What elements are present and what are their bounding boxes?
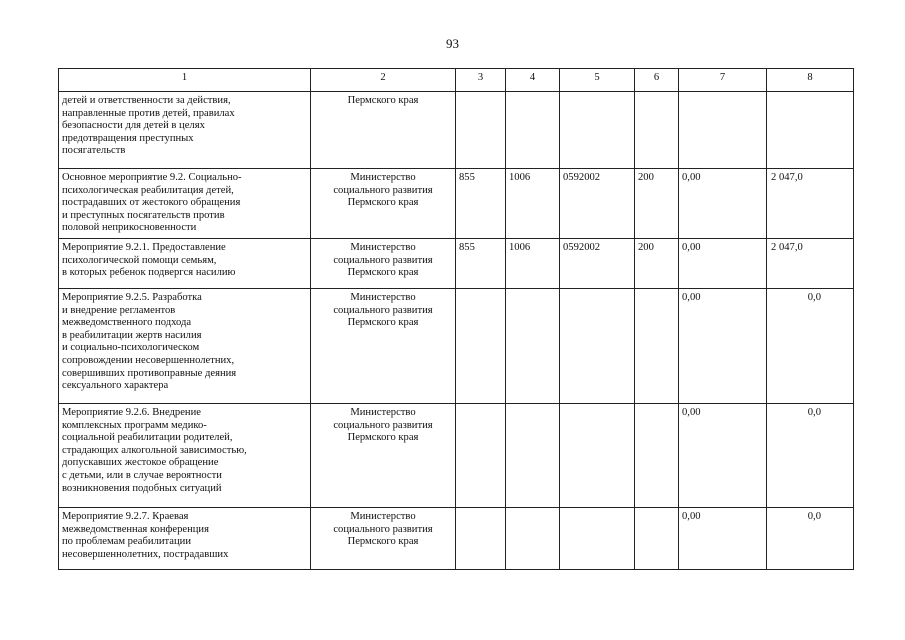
activity-name-cell-line: безопасности для детей в целях (62, 120, 205, 132)
column-header-4: 4 (506, 69, 560, 92)
activity-name-cell-line: Основное мероприятие 9.2. Социально- (62, 172, 242, 183)
code-cell-col3 (456, 404, 506, 508)
amount-cell-col7: 0,00 (679, 289, 767, 404)
code-cell-col4 (506, 508, 560, 570)
activity-name-cell-line: направленные против детей, правилах (62, 107, 235, 119)
activity-name-cell-line: Мероприятие 9.2.6. Внедрение (62, 407, 201, 418)
code-cell-col6: 200 (635, 169, 679, 239)
activity-name-cell-line: и социально-психологическом (62, 342, 200, 354)
amount-cell-col7 (679, 92, 767, 169)
executor-cell-line: социального развития (333, 419, 433, 431)
page-number: 93 (446, 36, 459, 51)
code-cell-col6 (635, 508, 679, 570)
activity-name-cell-line: межведомственного подхода (62, 317, 192, 329)
table-row (59, 169, 854, 239)
column-header-3: 3 (456, 69, 506, 92)
activity-name-cell-line: в реабилитации жертв насилия (62, 329, 202, 341)
amount-cell-col7: 0,00 (679, 508, 767, 570)
code-cell-col5: 0592002 (560, 239, 635, 289)
activity-name-cell (59, 404, 311, 508)
activity-name-cell-line: в которых ребенок подвергся насилию (62, 267, 236, 279)
code-cell-col4 (506, 404, 560, 508)
amount-cell-col8: 2 047,0 (767, 169, 854, 239)
executor-cell-line: социального развития (333, 254, 433, 266)
column-header-6: 6 (635, 69, 679, 92)
activity-name-cell-line: страдающих алкогольной зависимостью, (62, 444, 247, 456)
amount-cell-col8: 0,0 (767, 508, 854, 570)
table-row (59, 508, 854, 570)
activity-name-cell-line: несовершеннолетних, пострадавших (62, 548, 229, 560)
executor-cell-line: Пермского края (347, 267, 419, 279)
activity-name-cell-line: Мероприятие 9.2.7. Краевая (62, 511, 189, 522)
column-header-5: 5 (560, 69, 635, 92)
executor-cell (311, 508, 456, 570)
executor-cell (311, 239, 456, 289)
code-cell-col6 (635, 404, 679, 508)
activity-name-cell (59, 239, 311, 289)
executor-cell-line: социального развития (333, 304, 433, 316)
column-header-7: 7 (679, 69, 767, 92)
amount-cell-col8: 2 047,0 (767, 239, 854, 289)
amount-cell-col7: 0,00 (679, 169, 767, 239)
code-cell-col6: 200 (635, 239, 679, 289)
executor-cell-line: Министерство (350, 242, 416, 253)
executor-cell-line: Министерство (350, 407, 416, 418)
activity-name-cell-line: сексуального характера (62, 380, 169, 392)
activity-name-cell-line: и преступных посягательств против (62, 209, 225, 221)
executor-cell-line: Министерство (350, 172, 416, 183)
executor-cell-line: Пермского края (347, 536, 419, 548)
amount-cell-col8 (767, 92, 854, 169)
table-row (59, 404, 854, 508)
code-cell-col6 (635, 92, 679, 169)
executor-cell (311, 92, 456, 169)
activity-name-cell-line: психологическая реабилитация детей, (62, 184, 234, 196)
executor-cell-line: Министерство (350, 511, 416, 522)
activity-name-cell-line: межведомственная конференция (62, 523, 209, 535)
activity-name-cell-line: социальной реабилитации родителей, (62, 432, 233, 444)
executor-cell (311, 169, 456, 239)
activity-name-cell-line: и внедрение регламентов (62, 304, 176, 316)
activity-name-cell (59, 508, 311, 570)
executor-cell-line: Пермского края (347, 432, 419, 444)
code-cell-col6 (635, 289, 679, 404)
code-cell-col3: 855 (456, 239, 506, 289)
activity-name-cell-line: возникновения подобных ситуаций (62, 482, 222, 494)
activity-name-cell-line: психологической помощи семьям, (62, 254, 217, 266)
executor-cell-line: Пермского края (347, 95, 419, 106)
code-cell-col5 (560, 92, 635, 169)
activity-name-cell (59, 289, 311, 404)
executor-cell (311, 404, 456, 508)
code-cell-col3 (456, 289, 506, 404)
activity-name-cell-line: допускавших жестокое обращение (62, 457, 219, 469)
activity-name-cell-line: по проблемам реабилитации (62, 536, 191, 548)
amount-cell-col8: 0,0 (767, 289, 854, 404)
activity-name-cell-line: с детьми, или в случае вероятности (62, 469, 222, 481)
activity-name-cell-line: Мероприятие 9.2.5. Разработка (62, 292, 202, 303)
header-row (59, 69, 854, 92)
activity-name-cell-line: комплексных программ медико- (62, 419, 207, 431)
executor-cell (311, 289, 456, 404)
column-header-8: 8 (767, 69, 854, 92)
activity-name-cell-line: детей и ответственности за действия, (62, 95, 231, 106)
code-cell-col5: 0592002 (560, 169, 635, 239)
executor-cell-line: социального развития (333, 523, 433, 535)
activity-name-cell-line: предотвращения преступных (62, 132, 194, 144)
table-row (59, 92, 854, 169)
table-row (59, 289, 854, 404)
amount-cell-col7: 0,00 (679, 404, 767, 508)
code-cell-col5 (560, 508, 635, 570)
code-cell-col4 (506, 92, 560, 169)
executor-cell-line: Пермского края (347, 317, 419, 329)
code-cell-col4 (506, 289, 560, 404)
activity-name-cell (59, 92, 311, 169)
executor-cell-line: Министерство (350, 292, 416, 303)
table-row (59, 239, 854, 289)
code-cell-col4: 1006 (506, 169, 560, 239)
executor-cell-line: Пермского края (347, 197, 419, 209)
budget-table (58, 68, 854, 570)
activity-name-cell-line: совершивших противоправные деяния (62, 367, 237, 379)
activity-name-cell (59, 169, 311, 239)
amount-cell-col8: 0,0 (767, 404, 854, 508)
code-cell-col5 (560, 289, 635, 404)
executor-cell-line: социального развития (333, 184, 433, 196)
activity-name-cell-line: пострадавших от жестокого обращения (62, 197, 241, 209)
code-cell-col4: 1006 (506, 239, 560, 289)
code-cell-col3 (456, 508, 506, 570)
activity-name-cell-line: половой неприкосновенности (62, 222, 197, 234)
activity-name-cell-line: Мероприятие 9.2.1. Предоставление (62, 242, 226, 253)
column-header-1: 1 (59, 69, 311, 92)
column-header-2: 2 (311, 69, 456, 92)
activity-name-cell-line: посягательств (62, 145, 126, 157)
activity-name-cell-line: сопровождении несовершеннолетних, (62, 354, 235, 366)
amount-cell-col7: 0,00 (679, 239, 767, 289)
code-cell-col3 (456, 92, 506, 169)
code-cell-col5 (560, 404, 635, 508)
code-cell-col3: 855 (456, 169, 506, 239)
